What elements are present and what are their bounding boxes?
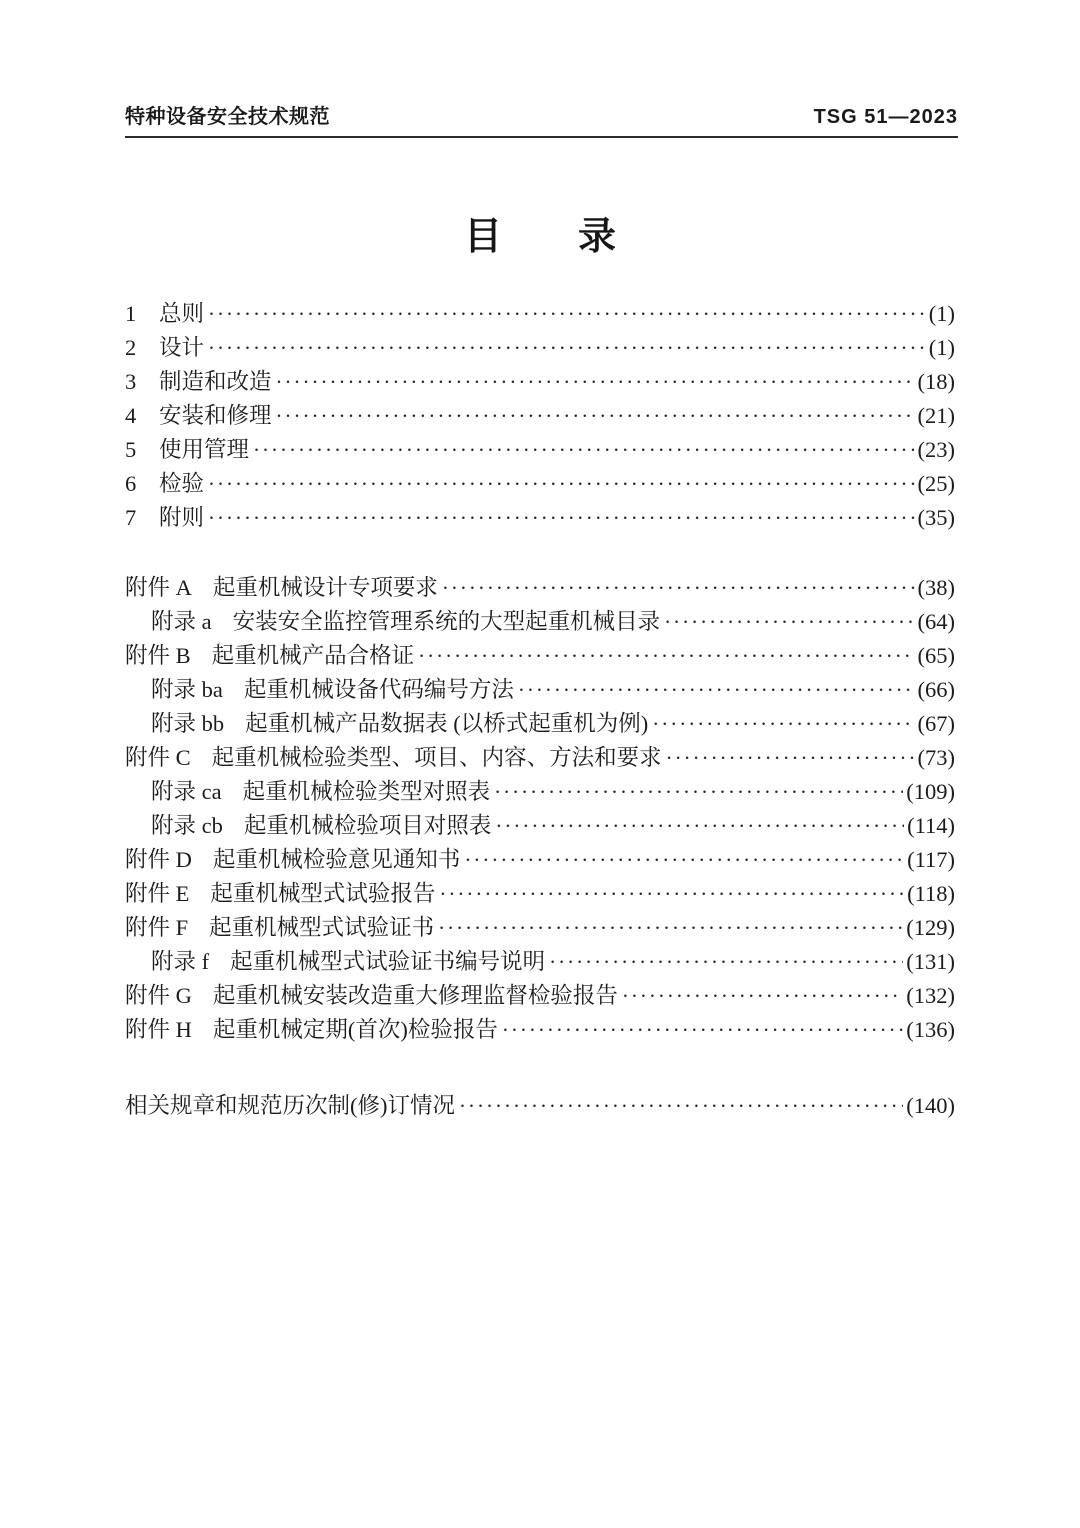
attachment-label: 附件 C bbox=[125, 745, 191, 770]
page-number: (66) bbox=[917, 677, 955, 702]
attachment-title: 起重机械检验类型、项目、内容、方法和要求 bbox=[211, 745, 662, 770]
toc-row bbox=[125, 433, 955, 467]
page-number: (23) bbox=[917, 437, 955, 462]
dot-leader bbox=[418, 639, 914, 673]
attachment-label: 附件 A bbox=[125, 575, 192, 600]
attachment-title: 起重机械型式试验证书 bbox=[209, 915, 435, 940]
dot-leader bbox=[276, 365, 915, 399]
header-spec-title: 特种设备安全技术规范 bbox=[125, 106, 330, 128]
dot-leader bbox=[652, 707, 914, 741]
toc-row bbox=[125, 331, 955, 365]
dot-leader bbox=[208, 331, 926, 365]
chapter-number: 1 bbox=[125, 301, 137, 326]
page-number: (35) bbox=[917, 505, 955, 530]
page-number: (132) bbox=[906, 983, 955, 1008]
appendix-label: 附录 f bbox=[151, 949, 210, 974]
page-number: (136) bbox=[906, 1017, 955, 1042]
dot-leader bbox=[459, 1089, 903, 1123]
page-number: (140) bbox=[906, 1093, 955, 1118]
toc-chapter-list bbox=[125, 297, 955, 535]
dot-leader bbox=[494, 775, 903, 809]
dot-leader bbox=[438, 911, 903, 945]
dot-leader bbox=[464, 843, 904, 877]
attachment-title: 起重机械产品合格证 bbox=[211, 643, 415, 668]
toc-row-attachment bbox=[125, 741, 955, 775]
toc-row-attachment bbox=[125, 639, 955, 673]
running-header bbox=[125, 100, 958, 138]
page-number: (1) bbox=[928, 335, 955, 360]
toc-row bbox=[125, 501, 955, 535]
page-number: (129) bbox=[906, 915, 955, 940]
appendix-label: 附录 ba bbox=[151, 677, 223, 702]
appendix-label: 附录 a bbox=[151, 609, 212, 634]
toc-title: 目 录 bbox=[463, 216, 616, 258]
toc-row-attachment bbox=[125, 911, 955, 945]
page-number: (21) bbox=[917, 403, 955, 428]
toc-row bbox=[125, 467, 955, 501]
dot-leader bbox=[276, 399, 915, 433]
page-number: (109) bbox=[906, 779, 955, 804]
attachment-label: 附件 E bbox=[125, 881, 190, 906]
header-doc-code: TSG 51—2023 bbox=[813, 106, 958, 128]
toc-row-appendix bbox=[125, 775, 955, 809]
chapter-number: 4 bbox=[125, 403, 137, 428]
toc-closing-row bbox=[125, 1089, 955, 1123]
page-number: (64) bbox=[917, 609, 955, 634]
appendix-title: 起重机械型式试验证书编号说明 bbox=[230, 949, 546, 974]
attachment-title: 起重机械型式试验报告 bbox=[210, 881, 436, 906]
page-number: (18) bbox=[917, 369, 955, 394]
appendix-title: 起重机械检验项目对照表 bbox=[243, 813, 492, 838]
toc-row-attachment bbox=[125, 1013, 955, 1047]
dot-leader bbox=[502, 1013, 903, 1047]
dot-leader bbox=[208, 297, 926, 331]
page-number: (131) bbox=[906, 949, 955, 974]
toc-row-appendix bbox=[125, 945, 955, 979]
dot-leader bbox=[622, 979, 903, 1013]
chapter-number: 2 bbox=[125, 335, 137, 360]
chapter-number: 7 bbox=[125, 505, 137, 530]
toc-row-attachment bbox=[125, 979, 955, 1013]
page-number: (25) bbox=[917, 471, 955, 496]
page-number: (73) bbox=[917, 745, 955, 770]
toc-row-appendix bbox=[125, 605, 955, 639]
attachment-label: 附件 F bbox=[125, 915, 189, 940]
toc-row-appendix bbox=[125, 707, 955, 741]
dot-leader bbox=[666, 741, 915, 775]
page-number: (38) bbox=[917, 575, 955, 600]
dot-leader bbox=[208, 467, 914, 501]
dot-leader bbox=[664, 605, 914, 639]
chapter-title: 使用管理 bbox=[159, 437, 250, 462]
page-number: (65) bbox=[917, 643, 955, 668]
attachment-title: 起重机械设计专项要求 bbox=[212, 575, 438, 600]
chapter-number: 6 bbox=[125, 471, 137, 496]
attachment-title: 起重机械定期(首次)检验报告 bbox=[212, 1017, 498, 1042]
toc-row bbox=[125, 365, 955, 399]
page-number: (118) bbox=[907, 881, 955, 906]
dot-leader bbox=[442, 571, 915, 605]
toc-row-appendix bbox=[125, 809, 955, 843]
appendix-title: 起重机械设备代码编号方法 bbox=[243, 677, 514, 702]
chapter-title: 检验 bbox=[159, 471, 205, 496]
chapter-title: 安装和修理 bbox=[159, 403, 272, 428]
page-number: (117) bbox=[907, 847, 955, 872]
appendix-title: 安装安全监控管理系统的大型起重机械目录 bbox=[232, 609, 661, 634]
toc-row-appendix bbox=[125, 673, 955, 707]
appendix-title: 起重机械检验类型对照表 bbox=[242, 779, 491, 804]
appendix-label: 附录 bb bbox=[151, 711, 225, 736]
toc-row bbox=[125, 399, 955, 433]
attachment-label: 附件 B bbox=[125, 643, 191, 668]
attachment-label: 附件 D bbox=[125, 847, 192, 872]
toc-row-attachment bbox=[125, 843, 955, 877]
attachment-title: 起重机械检验意见通知书 bbox=[212, 847, 461, 872]
chapter-number: 5 bbox=[125, 437, 137, 462]
attachment-title: 起重机械安装改造重大修理监督检验报告 bbox=[212, 983, 618, 1008]
chapter-title: 附则 bbox=[159, 505, 205, 530]
dot-leader bbox=[518, 673, 915, 707]
toc-row-attachment bbox=[125, 571, 955, 605]
dot-leader bbox=[439, 877, 904, 911]
toc-row-closing bbox=[125, 1089, 955, 1123]
closing-title: 相关规章和规范历次制(修)订情况 bbox=[125, 1093, 455, 1118]
toc-row bbox=[125, 297, 955, 331]
attachment-label: 附件 H bbox=[125, 1017, 192, 1042]
dot-leader bbox=[549, 945, 903, 979]
dot-leader bbox=[208, 501, 914, 535]
appendix-label: 附录 cb bbox=[151, 813, 223, 838]
appendix-label: 附录 ca bbox=[151, 779, 222, 804]
dot-leader bbox=[253, 433, 914, 467]
page-number: (1) bbox=[928, 301, 955, 326]
attachment-label: 附件 G bbox=[125, 983, 192, 1008]
dot-leader bbox=[495, 809, 904, 843]
chapter-title: 总则 bbox=[159, 301, 205, 326]
toc-attachment-list bbox=[125, 571, 955, 1047]
chapter-title: 设计 bbox=[159, 335, 205, 360]
chapter-title: 制造和改造 bbox=[159, 369, 272, 394]
page-number: (114) bbox=[907, 813, 955, 838]
page-number: (67) bbox=[917, 711, 955, 736]
toc-row-attachment bbox=[125, 877, 955, 911]
chapter-number: 3 bbox=[125, 369, 137, 394]
appendix-title: 起重机械产品数据表 (以桥式起重机为例) bbox=[245, 711, 649, 736]
